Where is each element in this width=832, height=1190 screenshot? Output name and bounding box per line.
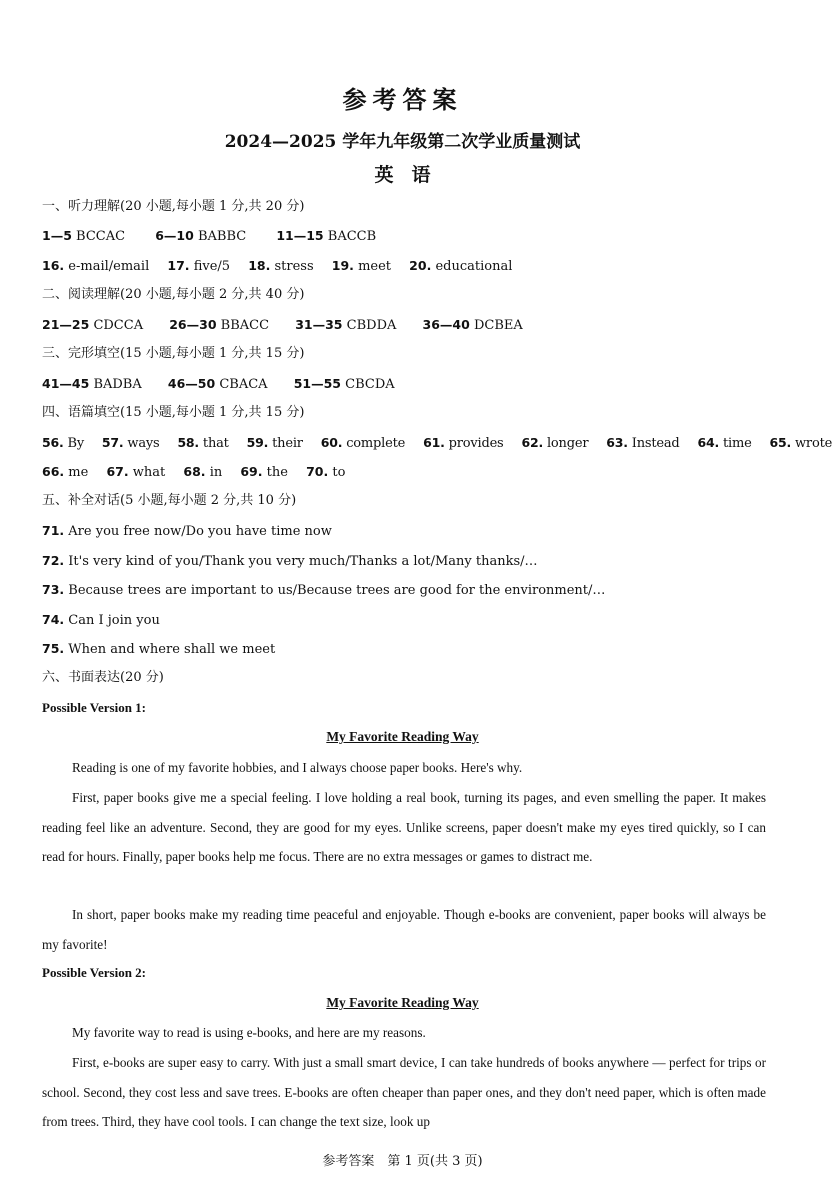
answer-group: 21—25 CDCCA [42, 317, 144, 333]
answer-group: 46—50 CBACA [167, 376, 268, 392]
dialogue-answer: 72. It's very kind of you/Thank you very much/Thanks a lot/Many thanks/… [42, 553, 538, 569]
essay-2-paragraph: My favorite way to read is using e-books, and here are my reasons. [72, 1025, 426, 1040]
version-1-label: Possible Version 1: [42, 700, 147, 715]
dialogue-answer: 75. When and where shall we meet [42, 641, 276, 657]
listening-fill-row [42, 257, 512, 275]
answer-item: 62. longer [521, 435, 589, 451]
essay-2-title: My Favorite Reading Way [326, 995, 479, 1010]
section-heading-passage-fill: 四、语篇填空(15 小题,每小题 1 分,共 15 分) [42, 405, 305, 420]
answer-item: 59. their [246, 435, 303, 451]
answer-group: 41—45 BADBA [42, 376, 142, 392]
answer-group: 36—40 DCBEA [422, 317, 523, 333]
answer-group: 1—5 BCCAC [42, 228, 126, 244]
listening-choice-row [42, 227, 376, 245]
answer-item: 66. me [42, 464, 89, 480]
cloze-choice-row [42, 375, 395, 393]
essay-2-paragraph: First, e-books are super easy to carry. With just a small smart device, I can take hundreds of books anywhere — perfect for trips or school. Second, they cost less and save trees. E-books are often cheaper than paper ones, and they don't need paper, which is often made from trees. Third, they have cool tools. I can change the text size, look up [42, 1055, 766, 1129]
page-title: 参考答案 [342, 85, 463, 114]
section-heading-dialogue: 五、补全对话(5 小题,每小题 2 分,共 10 分) [42, 493, 297, 508]
passage-fill-row-2 [42, 463, 345, 481]
answer-item: 18. stress [248, 258, 314, 274]
answer-group: 26—30 BBACC [169, 317, 270, 333]
essay-1-paragraph: Reading is one of my favorite hobbies, and I always choose paper books. Here's why. [72, 760, 523, 775]
answer-item: 56. By [42, 435, 84, 451]
version-2-label: Possible Version 2: [42, 965, 147, 980]
answer-item: 20. educational [409, 258, 513, 274]
exam-subtitle: 2024—2025 学年九年级第二次学业质量测试 [224, 132, 581, 152]
subject-name: 英语 [374, 164, 449, 186]
answer-item: 60. complete [320, 435, 406, 451]
answer-item: 58. that [177, 435, 229, 451]
answer-item: 61. provides [423, 435, 504, 451]
answer-item: 57. ways [101, 435, 160, 451]
dialogue-answer: 73. Because trees are important to us/Because trees are good for the environment/… [42, 582, 606, 598]
page-footer: 参考答案 第 1 页(共 3 页) [322, 1154, 483, 1169]
section-heading-writing: 六、书面表达(20 分) [42, 670, 164, 685]
essay-1-paragraph: First, paper books give me a special feeling. I love holding a real book, turning its pages, and even smelling the paper. It makes reading feel like an adventure. Second, they are good for my eyes. Unlike screens, paper doesn't make my eyes tired quickly, so I can read for hours. Finally, paper books help me focus. There are no extra messages or games to distract me. [42, 790, 766, 864]
answer-group: 51—55 CBCDA [293, 376, 395, 392]
section-heading-listening: 一、听力理解(20 小题,每小题 1 分,共 20 分) [42, 199, 305, 214]
answer-group: 31—35 CBDDA [295, 317, 397, 333]
answer-item: 68. in [183, 464, 223, 480]
answer-item: 65. wrote [769, 435, 832, 451]
reading-choice-row [42, 316, 523, 334]
passage-fill-row-1 [42, 434, 832, 452]
answer-group: 6—10 BABBC [155, 228, 247, 244]
essay-1-paragraph: In short, paper books make my reading time peaceful and enjoyable. Though e-books are convenient, paper books will always be my favorite! [42, 907, 766, 952]
dialogue-answer: 74. Can I join you [42, 612, 160, 628]
answer-item: 17. five/5 [167, 258, 231, 274]
answer-item: 19. meet [331, 258, 392, 274]
section-heading-cloze: 三、完形填空(15 小题,每小题 1 分,共 15 分) [42, 346, 305, 361]
answer-item: 70. to [306, 464, 346, 480]
section-heading-reading: 二、阅读理解(20 小题,每小题 2 分,共 40 分) [42, 287, 305, 302]
answer-item: 63. Instead [606, 435, 680, 451]
answer-group: 11—15 BACCB [276, 228, 377, 244]
essay-1-title: My Favorite Reading Way [326, 729, 479, 744]
answer-item: 16. e-mail/email [42, 258, 150, 274]
dialogue-answer: 71. Are you free now/Do you have time now [42, 523, 332, 539]
answer-item: 67. what [106, 464, 166, 480]
answer-item: 64. time [697, 435, 752, 451]
answer-item: 69. the [240, 464, 288, 480]
